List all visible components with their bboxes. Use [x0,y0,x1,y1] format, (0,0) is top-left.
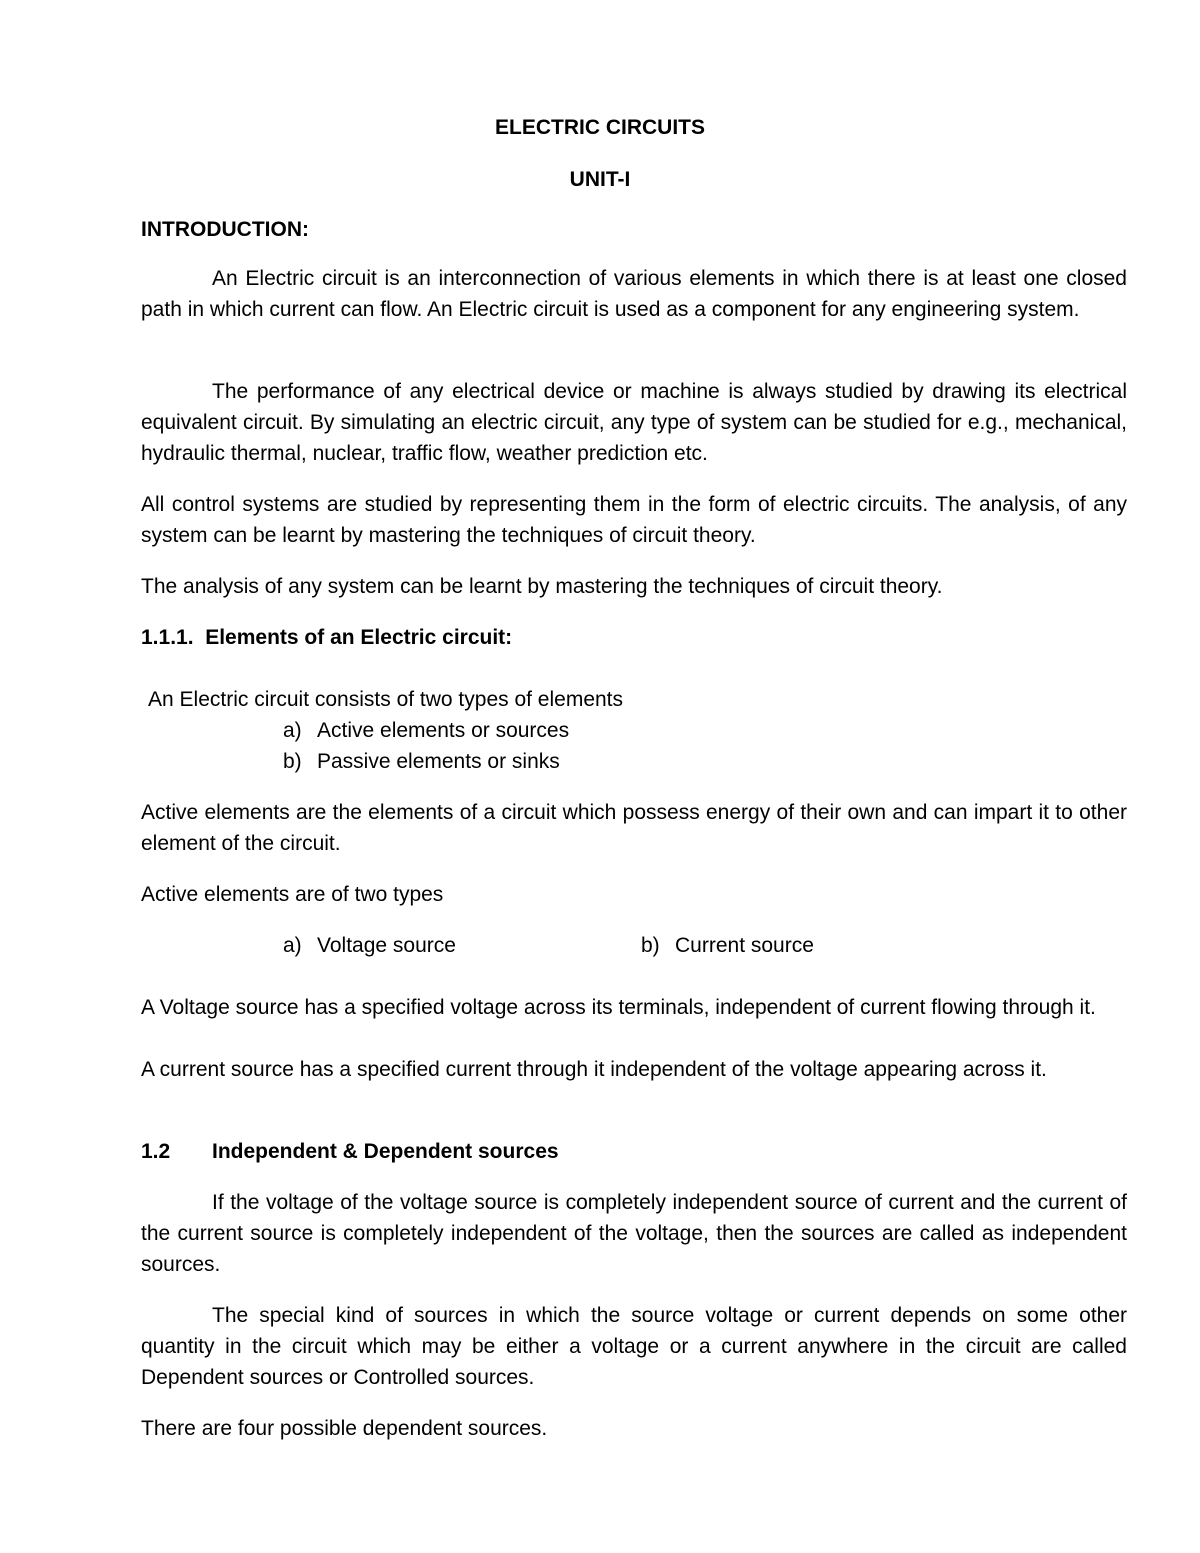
list-item [641,930,814,961]
list-item-label: a) [283,719,302,742]
list-item-text: Voltage source [317,934,456,957]
intro-paragraph-4: The analysis of any system can be learnt by mastering the techniques of circuit theory. [141,575,943,598]
introduction-heading: INTRODUCTION: [141,218,309,241]
section-number: 1.1.1. [141,626,194,649]
active-types-lead: Active elements are of two types [141,883,444,906]
voltage-source-definition: A Voltage source has a specified voltage across its terminals, independent of current flowing through it. [141,996,1096,1019]
list-item-text: Passive elements or sinks [317,750,560,773]
list-item [283,930,456,961]
section-number: 1.2 [141,1140,171,1163]
list-item [283,746,560,777]
sources-paragraph-2: The special kind of sources in which the source voltage or current depends on some other quantity in the circuit which may be either a voltage or a current anywhere in the circuit are called Dependent sources or Controlled sources. [141,1304,1127,1389]
document-title: ELECTRIC CIRCUITS [495,116,705,139]
list-item-label: b) [641,934,660,957]
current-source-definition: A current source has a specified current through it independent of the voltage appearing across it. [141,1058,1047,1081]
section-title: Elements of an Electric circuit: [205,626,513,649]
sources-paragraph-1: If the voltage of the voltage source is completely independent source of current and the current of the current source is completely independent of the voltage, then the sources are called as independent sources. [141,1191,1127,1276]
list-item-label: a) [283,934,302,957]
list-item-text: Current source [675,934,814,957]
unit-heading: UNIT-I [569,168,631,191]
active-elements-definition: Active elements are the elements of a circuit which possess energy of their own and can impart it to other element of the circuit. [141,801,1127,855]
section-1-1-1-heading [141,622,1127,653]
intro-paragraph-2: The performance of any electrical device or machine is always studied by drawing its electrical equivalent circuit. By simulating an electric circuit, any type of system can be studied for e.g., mechanical, hydraulic thermal, nuclear, traffic flow, weather prediction etc. [141,380,1127,465]
elements-lead: An Electric circuit consists of two types of elements [148,688,624,711]
intro-paragraph-1: An Electric circuit is an interconnection of various elements in which there is at least one closed path in which current can flow. An Electric circuit is used as a component for any engineering system. [141,267,1127,321]
section-title: Independent & Dependent sources [212,1140,559,1163]
list-item-text: Active elements or sources [317,719,570,742]
intro-paragraph-3: All control systems are studied by representing them in the form of electric circuits. The analysis, of any system can be learnt by mastering the techniques of circuit theory. [141,493,1127,547]
section-1-2-heading [141,1136,1127,1167]
list-item-label: b) [283,750,302,773]
list-item [283,715,569,746]
sources-paragraph-3: There are four possible dependent sources. [141,1417,548,1440]
